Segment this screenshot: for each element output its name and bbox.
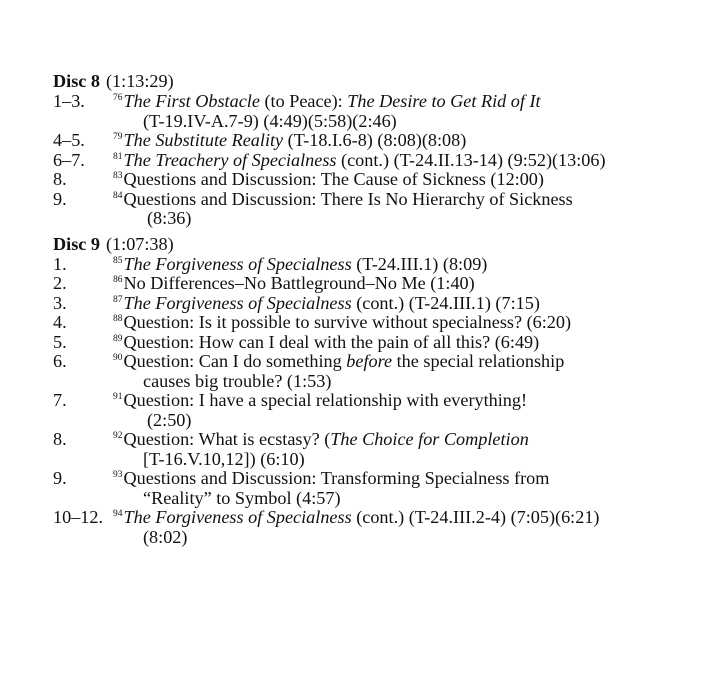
track-entry xyxy=(53,294,713,314)
track-text: Questions and Discussion: The Cause of Sickness (12:00) xyxy=(123,169,544,189)
track-text: Question: I have a special relationship with everything! xyxy=(123,390,528,410)
track-emphasis: The Choice for Completion xyxy=(330,429,529,449)
track-text: Question: Is it possible to survive without specialness? (6:20) xyxy=(123,312,572,332)
track-text: (cont.) (T-24.III.1) (7:15) xyxy=(351,292,540,313)
track-continuation: “Reality” to Symbol (4:57) xyxy=(143,487,341,508)
track-entry xyxy=(53,391,713,430)
track-number: 9. xyxy=(53,188,67,209)
track-number: 6. xyxy=(53,351,67,371)
footnote-ref: 92 xyxy=(113,431,123,441)
footnote-ref: 93 xyxy=(113,470,123,480)
track-number: 4–5. xyxy=(53,130,85,150)
footnote-ref: 84 xyxy=(113,190,123,201)
track-continuation: causes big trouble? (1:53) xyxy=(143,370,332,391)
track-entry xyxy=(53,170,713,190)
track-text: (to Peace): xyxy=(259,91,348,111)
footnote-ref: 81 xyxy=(113,151,123,162)
track-text: (T-18.I.6-8) (8:08)(8:08) xyxy=(283,130,467,150)
track-entry xyxy=(53,92,713,131)
track-text: (cont.) (T-24.III.2-4) (7:05)(6:21) xyxy=(351,507,600,527)
disc-8-heading xyxy=(53,70,713,92)
track-title: The Forgiveness of Specialness xyxy=(123,507,352,527)
footnote-ref: 89 xyxy=(113,333,123,344)
track-entry xyxy=(53,352,713,391)
track-continuation: (8:36) xyxy=(147,208,192,228)
track-number: 8. xyxy=(53,169,67,189)
footnote-ref: 79 xyxy=(113,132,123,142)
footnote-ref: 88 xyxy=(113,314,123,324)
track-entry xyxy=(53,508,713,547)
track-text: Question: What is ecstasy? ( xyxy=(123,429,331,449)
track-entry xyxy=(53,430,713,469)
footnote-ref: 85 xyxy=(113,255,123,266)
track-text: Questions and Discussion: There Is No Hierarchy of Sickness xyxy=(123,188,573,209)
track-continuation: (T-19.IV-A.7-9) (4:49)(5:58)(2:46) xyxy=(143,110,397,131)
track-entry xyxy=(53,274,713,294)
disc-label: Disc 9 xyxy=(53,233,100,254)
footnote-ref: 87 xyxy=(113,294,123,305)
track-number: 3. xyxy=(53,292,67,313)
track-entry xyxy=(53,333,713,353)
track-text: (cont.) (T-24.II.13-14) (9:52)(13:06) xyxy=(336,149,606,170)
track-entry xyxy=(53,131,713,151)
track-continuation: [T-16.V.10,12]) (6:10) xyxy=(143,448,305,469)
track-number: 1–3. xyxy=(53,91,85,111)
track-number: 4. xyxy=(53,312,67,332)
track-text: Question: Can I do something xyxy=(123,351,347,371)
track-title: The First Obstacle xyxy=(123,91,260,111)
track-title: The Substitute Reality xyxy=(123,130,284,150)
track-subtitle: The Desire to Get Rid of It xyxy=(347,91,541,111)
footnote-ref: 94 xyxy=(113,509,123,519)
track-entry xyxy=(53,469,713,508)
track-continuation: (2:50) xyxy=(147,409,192,430)
track-number: 2. xyxy=(53,273,67,293)
disc-duration: (1:07:38) xyxy=(105,233,174,254)
track-entry xyxy=(53,255,713,275)
track-text: the special relationship xyxy=(392,351,565,371)
track-number: 7. xyxy=(53,390,67,410)
disc-duration: (1:13:29) xyxy=(105,71,174,91)
track-entry xyxy=(53,151,713,171)
track-title: The Treachery of Specialness xyxy=(123,149,337,170)
footnote-ref: 86 xyxy=(113,275,123,285)
track-text: (T-24.III.1) (8:09) xyxy=(351,253,488,274)
track-entry xyxy=(53,313,713,333)
footnote-ref: 76 xyxy=(113,93,123,103)
track-number: 10–12. xyxy=(53,507,104,527)
track-text: No Differences–No Battleground–No Me (1:40) xyxy=(123,273,475,293)
track-entry xyxy=(53,190,713,229)
track-number: 9. xyxy=(53,468,67,488)
track-number: 5. xyxy=(53,331,67,352)
footnote-ref: 83 xyxy=(113,171,123,181)
track-text: Questions and Discussion: Transforming Specialness from xyxy=(123,468,550,488)
track-emphasis: before xyxy=(346,351,393,371)
footnote-ref: 90 xyxy=(113,353,123,363)
track-number: 1. xyxy=(53,253,67,274)
track-title: The Forgiveness of Specialness xyxy=(123,292,352,313)
disc-label: Disc 8 xyxy=(53,71,100,91)
track-listing xyxy=(53,70,713,547)
track-text: Question: How can I deal with the pain of all this? (6:49) xyxy=(123,331,540,352)
track-number: 6–7. xyxy=(53,149,85,170)
track-number: 8. xyxy=(53,429,67,449)
track-title: The Forgiveness of Specialness xyxy=(123,253,352,274)
footnote-ref: 91 xyxy=(113,392,123,402)
track-continuation: (8:02) xyxy=(143,526,188,547)
disc-9-heading xyxy=(53,233,713,255)
